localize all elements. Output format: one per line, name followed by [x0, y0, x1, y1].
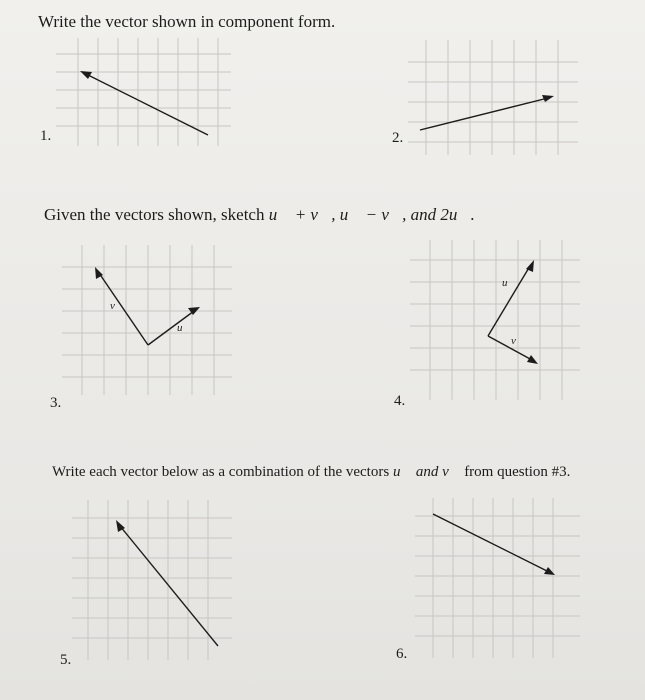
vector-v-arrow-q3	[99, 273, 148, 345]
label-v-q3: v	[110, 300, 115, 312]
problem-4-label: 4.	[394, 393, 406, 409]
graph-problem-1	[56, 38, 231, 146]
instruction-combination	[52, 464, 570, 481]
instruction-combination-math: u⃗ and v⃗	[392, 464, 461, 480]
label-u-q3: u	[177, 322, 183, 334]
graph-problem-5	[72, 500, 232, 660]
vector-arrow-6	[433, 514, 549, 572]
label-v-q4: v	[511, 335, 516, 347]
label-u-q4: u	[502, 277, 508, 289]
arrowhead-1	[80, 71, 92, 79]
instruction-sketch-text: Given the vectors shown, sketch	[44, 205, 269, 224]
problem-5-label: 5.	[60, 652, 72, 668]
graph-problem-4	[410, 240, 580, 400]
graph-problem-6	[415, 498, 580, 658]
vector-arrow-2	[420, 98, 548, 130]
problem-3-label: 3.	[50, 395, 62, 411]
arrowhead-2	[542, 95, 554, 102]
instruction-component-form: Write the vector shown in component form.	[38, 12, 336, 31]
graph-problem-3	[62, 245, 232, 395]
problem-2-label: 2.	[392, 130, 404, 146]
instruction-sketch-vectors	[44, 205, 475, 225]
instruction-sketch-math: u⃗ + v⃗, u⃗ − v⃗, and 2u⃗.	[268, 205, 475, 224]
problem-1-label: 1.	[40, 128, 52, 144]
instruction-combination-text: Write each vector below as a combination of the vectors	[52, 464, 393, 480]
problem-6-label: 6.	[396, 646, 408, 662]
vector-u-arrow-q3	[148, 311, 194, 345]
graph-problem-2	[408, 40, 578, 155]
instruction-combination-end: from question #3.	[460, 464, 571, 480]
vector-arrow-5	[120, 526, 218, 646]
arrowhead-v-q4	[527, 355, 538, 364]
